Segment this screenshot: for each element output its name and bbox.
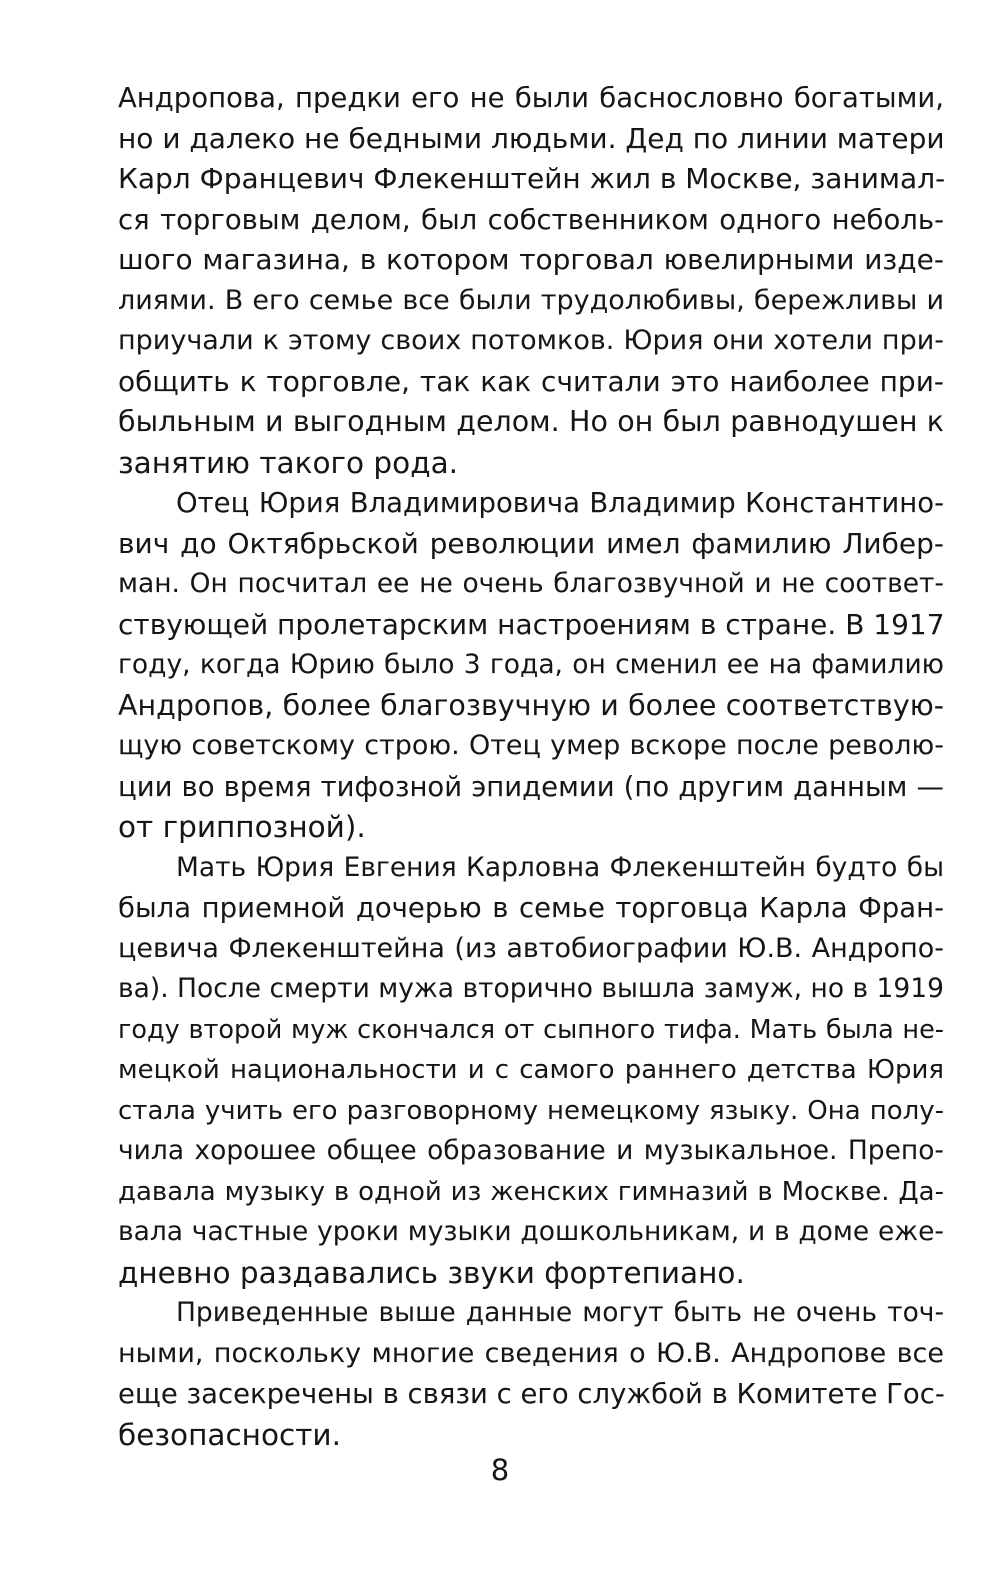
text-line: Приведенные выше данные могут быть не очень точ- xyxy=(176,1297,944,1328)
text-line: шого магазина, в котором торговал ювелирными изде- xyxy=(118,243,944,276)
page-number: 8 xyxy=(490,1453,510,1487)
text-line: еще засекречены в связи с его службой в Комитете Гос- xyxy=(118,1378,945,1410)
text-line: стала учить его разговорному немецкому языку. Она полу- xyxy=(118,1095,944,1126)
text-line: безопасности. xyxy=(118,1417,341,1452)
text-line: от гриппозной). xyxy=(118,810,366,844)
text-line: году второй муж скончался от сыпного тифа. Мать была не- xyxy=(118,1014,944,1045)
text-line: ман. Он посчитал ее не очень благозвучной и не соответ- xyxy=(118,568,944,599)
text-line: общить к торговле, так как считали это наиболее при- xyxy=(118,364,944,398)
text-line: приучали к этому своих потомков. Юрия они хотели при- xyxy=(118,325,944,356)
paragraph-1 xyxy=(118,78,944,483)
paragraph-4 xyxy=(118,1293,944,1455)
text-line: вич до Октябрьской революции имел фамилию Либер- xyxy=(118,526,944,560)
text-line: ствующей пролетарским настроениям в стране. В 1917 xyxy=(118,607,945,641)
text-line: занятию такого рода. xyxy=(118,445,459,480)
text-line: ции во время тифозной эпидемии (по другим данным — xyxy=(118,770,944,803)
text-line: лиями. В его семье все были трудолюбивы, бережливы и xyxy=(118,284,944,316)
text-line: Андропова, предки его не были баснословно богатыми, xyxy=(118,82,944,114)
text-line: ными, поскольку многие сведения о Ю.В. Андропове все xyxy=(118,1337,944,1369)
text-line: мецкой национальности и с самого раннего детства Юрия xyxy=(118,1055,944,1085)
text-line: щую советскому строю. Отец умер вскоре после револю- xyxy=(118,730,944,761)
text-line: но и далеко не бедными людьми. Дед по линии матери xyxy=(118,121,945,155)
text-line: Мать Юрия Евгения Карловна Флекенштейн будто бы xyxy=(176,851,944,883)
text-line: Карл Францевич Флекенштейн жил в Москве, занимал- xyxy=(118,162,946,195)
text-line: Отец Юрия Владимировича Владимир Константино- xyxy=(176,487,944,519)
text-line: была приемной дочерью в семье торговца Карла Фран- xyxy=(118,892,944,924)
paragraph-3 xyxy=(118,848,944,1294)
text-line: цевича Флекенштейна (из автобиографии Ю.В. Андропо- xyxy=(118,932,944,964)
text-line: давала музыку в одной из женских гимназий в Москве. Да- xyxy=(118,1176,944,1207)
text-line: вала частные уроки музыки дошкольникам, и в доме еже- xyxy=(118,1216,944,1247)
paragraph-2 xyxy=(118,483,944,848)
page-body xyxy=(118,78,944,1518)
text-line: году, когда Юрию было 3 года, он сменил ее на фамилию xyxy=(118,649,944,680)
text-line: быльным и выгодным делом. Но он был равнодушен к xyxy=(118,405,944,438)
text-line: чила хорошее общее образование и музыкальное. Препо- xyxy=(118,1135,944,1166)
text-line: ся торговым делом, был собственником одного неболь- xyxy=(118,203,944,236)
text-line: Андропов, более благозвучную и более соответствую- xyxy=(118,688,944,722)
text-line: дневно раздавались звуки фортепиано. xyxy=(118,1255,745,1290)
text-line: ва). После смерти мужа вторично вышла замуж, но в 1919 xyxy=(118,973,944,1004)
